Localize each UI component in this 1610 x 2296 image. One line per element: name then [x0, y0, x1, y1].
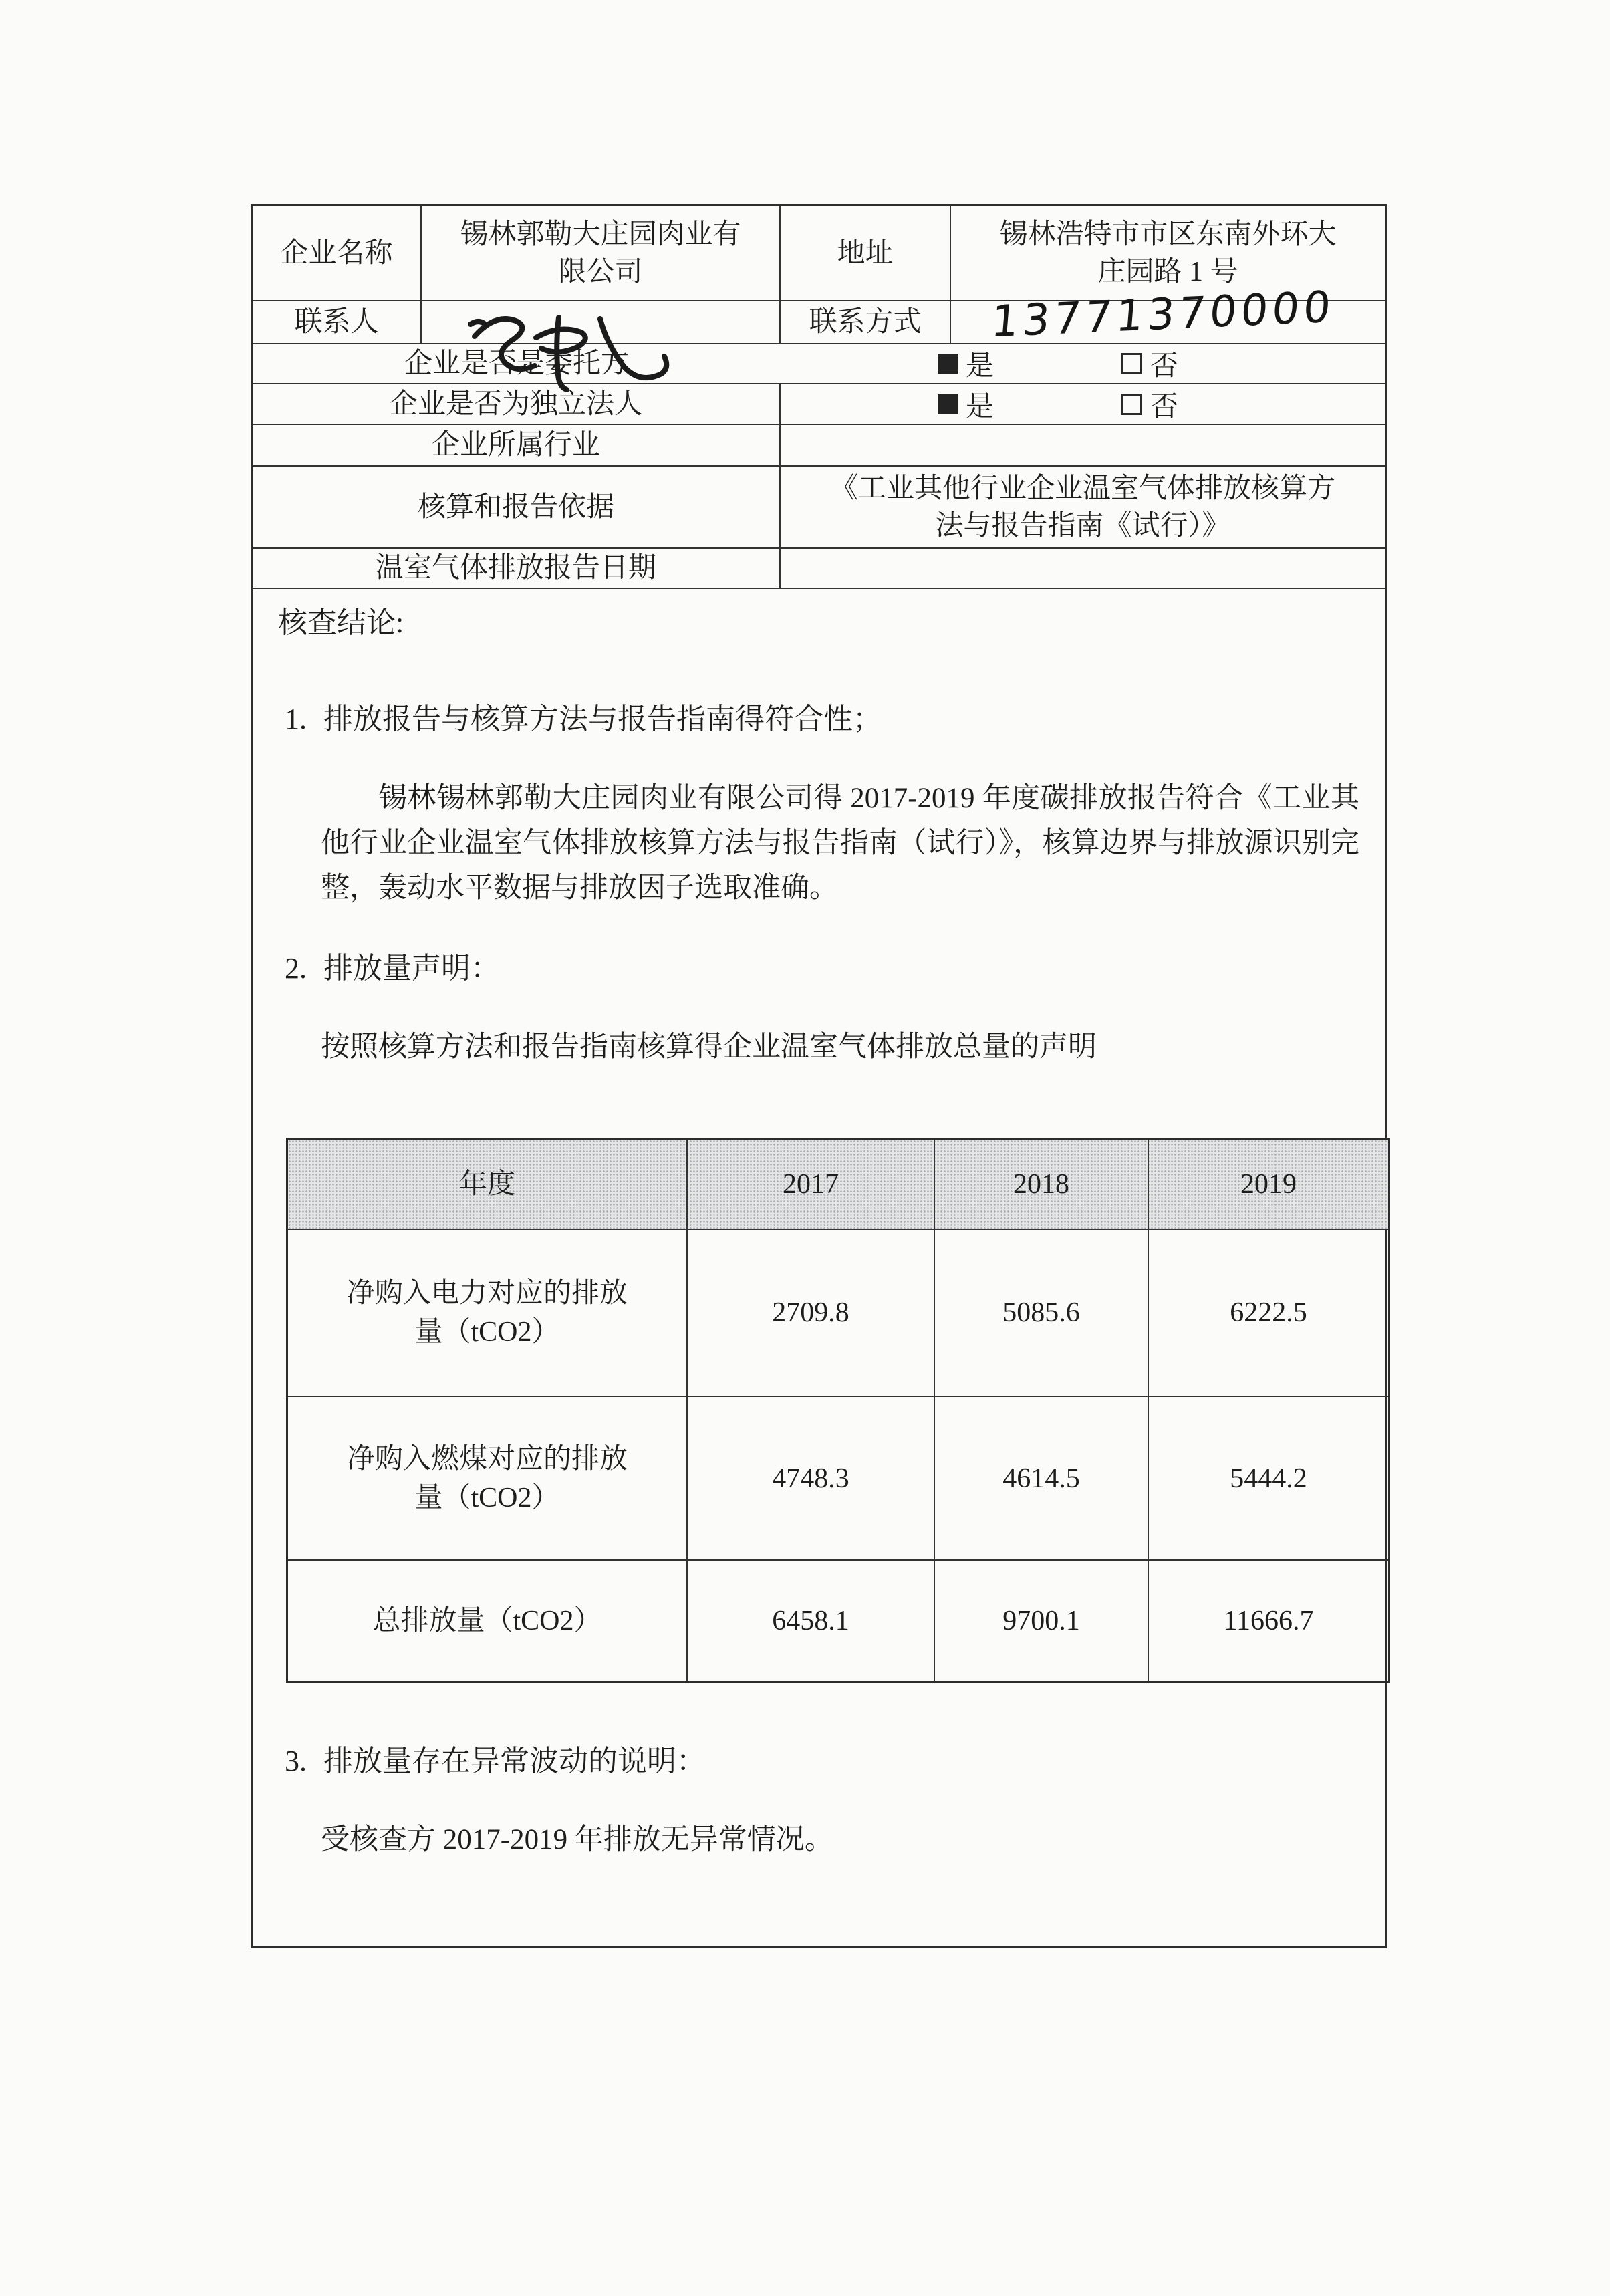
yes-label: 是	[966, 391, 994, 422]
row-label: 净购入燃煤对应的排放量（tCO2）	[288, 1397, 688, 1559]
year-column-header: 年度	[288, 1140, 688, 1229]
address-label: 地址	[781, 206, 951, 300]
item-2-title: 排放量声明：	[323, 952, 500, 985]
company-name-label: 企业名称	[253, 206, 422, 300]
contact-signature-handwriting-icon	[452, 301, 679, 402]
row-label: 净购入电力对应的排放量（tCO2）	[288, 1230, 688, 1396]
table-row-total	[288, 1561, 1388, 1681]
checkbox-unchecked-icon	[1121, 353, 1142, 374]
checkbox-checked-icon	[938, 354, 958, 374]
verification-form-sheet	[251, 204, 1387, 1948]
address-value: 锡林浩特市市区东南外环大庄园路 1 号	[999, 219, 1337, 287]
form-row-industry	[253, 425, 1385, 467]
form-row-contact	[253, 282, 1385, 348]
table-row-coal	[288, 1397, 1388, 1561]
value-2018: 4614.5	[935, 1397, 1149, 1559]
legal-person-label: 企业是否为独立法人	[253, 384, 781, 424]
item-number: 2.	[285, 952, 307, 985]
item-number: 1.	[285, 703, 307, 735]
conclusion-item-3	[278, 1741, 1366, 1782]
checkbox-checked-icon	[938, 394, 958, 414]
item-3-body: 受核查方 2017-2019 年排放无异常情况。	[321, 1824, 833, 1856]
no-label: 否	[1150, 391, 1179, 422]
contact-label: 联系人	[253, 301, 422, 343]
legal-person-no-option	[1121, 384, 1178, 424]
value-2017: 6458.1	[688, 1561, 935, 1681]
company-name-value: 锡林郭勒大庄园肉业有限公司	[422, 206, 781, 300]
industry-value	[781, 425, 1385, 465]
form-row-is-client	[253, 344, 1385, 384]
conclusion-item-2	[278, 948, 1366, 989]
year-2018-header: 2018	[935, 1140, 1149, 1229]
contact-method-label: 联系方式	[781, 301, 951, 343]
contact-value	[422, 301, 781, 343]
item-2-body: 按照核算方法和报告指南核算得企业温室气体排放总量的声明	[321, 1031, 1097, 1063]
report-date-label: 温室气体排放报告日期	[253, 549, 781, 588]
item-number: 3.	[285, 1745, 307, 1777]
basis-label: 核算和报告依据	[253, 467, 781, 547]
is-client-yes-option	[938, 344, 994, 384]
item-1-title: 排放报告与核算方法与报告指南得符合性；	[323, 703, 882, 735]
conclusion-item-1	[278, 698, 1366, 740]
year-2017-header: 2017	[688, 1140, 935, 1229]
yes-label: 是	[966, 351, 994, 382]
contact-method-value	[951, 282, 1385, 348]
legal-person-value	[781, 384, 1385, 424]
emissions-table-header-row	[288, 1140, 1388, 1230]
value-2019: 5444.2	[1230, 1462, 1307, 1494]
table-row-electricity	[288, 1230, 1388, 1397]
emissions-table	[286, 1138, 1390, 1683]
item-1-body: 锡林锡林郭勒大庄园肉业有限公司得 2017-2019 年度碳排放报告符合《工业其他行业企业温室气体排放核算方法与报告指南（试行）》，核算边界与排放源识别完整，轰动水平数据与排放因子选取准确。	[321, 783, 1359, 904]
is-client-value	[781, 344, 1385, 383]
item-3-title: 排放量存在异常波动的说明：	[323, 1745, 706, 1777]
phone-handwriting: 13771370000	[989, 282, 1337, 348]
report-date-value	[781, 549, 1385, 588]
form-row-report-date	[253, 549, 1385, 589]
value-2017: 2709.8	[688, 1230, 935, 1396]
value-2018: 5085.6	[935, 1230, 1149, 1396]
legal-person-yes-option	[938, 384, 994, 424]
no-label: 否	[1150, 351, 1179, 382]
form-row-basis	[253, 467, 1385, 549]
year-2019-header: 2019	[1240, 1168, 1297, 1200]
value-2017: 4748.3	[688, 1397, 935, 1559]
conclusion-section	[253, 598, 1385, 1861]
is-client-label: 企业是否是委托方	[404, 348, 629, 379]
checkbox-unchecked-icon	[1121, 394, 1142, 415]
row-label: 总排放量（tCO2）	[288, 1561, 688, 1681]
value-2019: 6222.5	[1230, 1297, 1307, 1328]
value-2019: 11666.7	[1223, 1606, 1314, 1636]
basis-value: 《工业其他行业企业温室气体排放核算方法与报告指南《试行）》	[829, 473, 1335, 541]
is-client-no-option	[1121, 344, 1178, 384]
conclusion-heading: 核查结论:	[278, 606, 404, 639]
industry-label: 企业所属行业	[253, 425, 781, 465]
form-row-legal-person	[253, 384, 1385, 425]
value-2018: 9700.1	[935, 1561, 1149, 1681]
